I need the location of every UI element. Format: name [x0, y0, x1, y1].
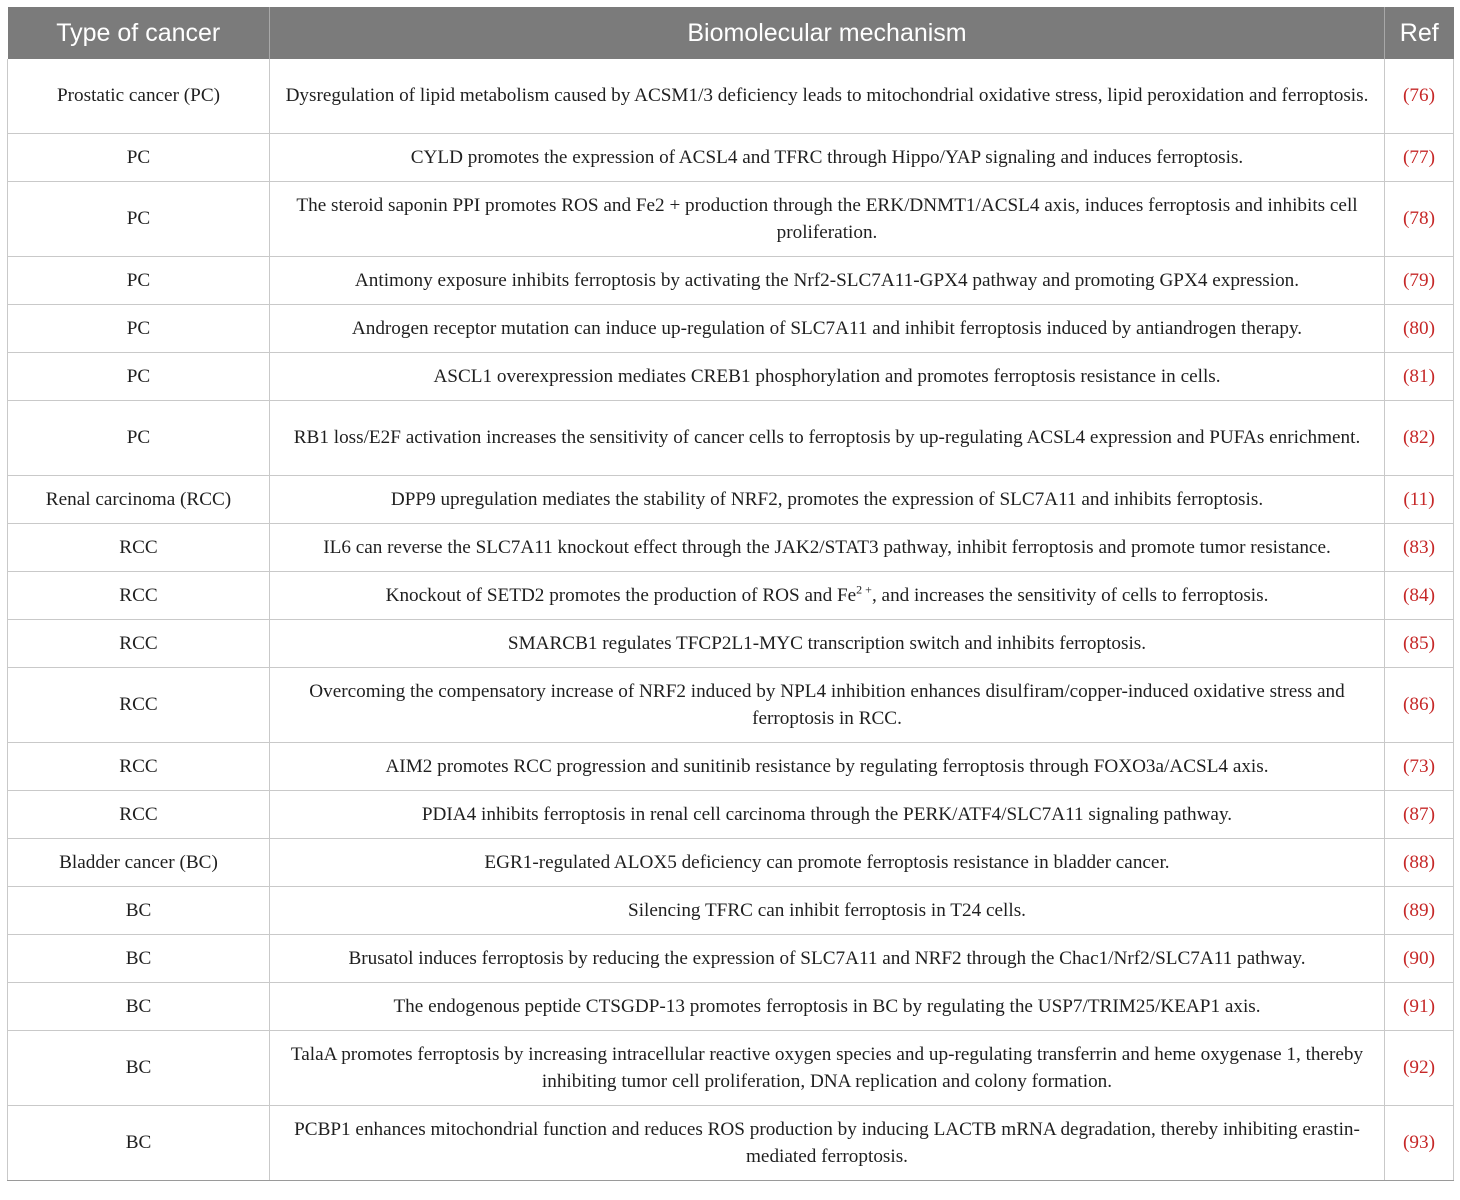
header-row: [8, 7, 1454, 59]
mechanism-cell: Silencing TFRC can inhibit ferroptosis in T24 cells.: [270, 887, 1385, 935]
table-row: [8, 401, 1454, 476]
table-row: [8, 353, 1454, 401]
cancer-type-cell: RCC: [8, 668, 270, 743]
cancer-type-cell: PC: [8, 305, 270, 353]
ref-cell: (81): [1385, 353, 1454, 401]
cancer-type-cell: PC: [8, 134, 270, 182]
ref-link[interactable]: 76: [1409, 85, 1429, 106]
ref-cell: (84): [1385, 572, 1454, 620]
mechanism-text-pre: Knockout of SETD2 promotes the production of ROS and Fe: [385, 584, 857, 606]
ref-cell: (73): [1385, 743, 1454, 791]
table-row: [8, 572, 1454, 620]
ref-link[interactable]: 79: [1409, 269, 1429, 291]
mechanism-cell: Androgen receptor mutation can induce up-regulation of SLC7A11 and inhibit ferroptosis induced by antiandrogen therapy.: [270, 305, 1385, 353]
mechanism-cell: RB1 loss/E2F activation increases the sensitivity of cancer cells to ferroptosis by up-regulating ACSL4 expression and PUFAs enrichment.: [270, 401, 1385, 476]
ref-cell: (92): [1385, 1031, 1454, 1106]
ref-cell: (77): [1385, 134, 1454, 182]
ref-link[interactable]: 92: [1409, 1057, 1429, 1078]
table-header: [8, 7, 1454, 59]
header-biomolecular-mechanism: Biomolecular mechanism: [270, 7, 1385, 59]
table-row: [8, 59, 1454, 134]
cancer-type-cell: PC: [8, 182, 270, 257]
table-body: [8, 59, 1454, 1181]
ref-cell: (83): [1385, 524, 1454, 572]
table-row: [8, 935, 1454, 983]
cancer-type-cell: BC: [8, 1106, 270, 1181]
cancer-type-cell: PC: [8, 353, 270, 401]
table-container: [7, 7, 1453, 1181]
mechanism-cell: Antimony exposure inhibits ferroptosis by activating the Nrf2-SLC7A11-GPX4 pathway and promoting GPX4 expression.: [270, 257, 1385, 305]
cancer-type-cell: RCC: [8, 791, 270, 839]
mechanism-cell: PDIA4 inhibits ferroptosis in renal cell carcinoma through the PERK/ATF4/SLC7A11 signaling pathway.: [270, 791, 1385, 839]
mechanism-cell: The endogenous peptide CTSGDP-13 promotes ferroptosis in BC by regulating the USP7/TRIM25/KEAP1 axis.: [270, 983, 1385, 1031]
ref-cell: (82): [1385, 401, 1454, 476]
mechanism-cell: Dysregulation of lipid metabolism caused by ACSM1/3 deficiency leads to mitochondrial oxidative stress, lipid peroxidation and ferroptosis.: [270, 59, 1385, 134]
ref-link[interactable]: 84: [1409, 584, 1429, 606]
cancer-type-cell: BC: [8, 1031, 270, 1106]
mechanism-cell: DPP9 upregulation mediates the stability of NRF2, promotes the expression of SLC7A11 and inhibits ferroptosis.: [270, 476, 1385, 524]
ref-cell: (87): [1385, 791, 1454, 839]
mechanism-cell: SMARCB1 regulates TFCP2L1-MYC transcription switch and inhibits ferroptosis.: [270, 620, 1385, 668]
table-row: [8, 743, 1454, 791]
ref-link[interactable]: 82: [1409, 427, 1429, 448]
mechanism-cell: PCBP1 enhances mitochondrial function and reduces ROS production by inducing LACTB mRNA degradation, thereby inhibiting erastin-mediated ferroptosis.: [270, 1106, 1385, 1181]
ref-cell: (76): [1385, 59, 1454, 134]
cancer-type-cell: BC: [8, 983, 270, 1031]
cancer-type-cell: Prostatic cancer (PC): [8, 59, 270, 134]
table-row: [8, 620, 1454, 668]
mechanism-cell: TalaA promotes ferroptosis by increasing intracellular reactive oxygen species and up-regulating transferrin and heme oxygenase 1, thereby inhibiting tumor cell proliferation, DNA replication and colony formation.: [270, 1031, 1385, 1106]
ref-link[interactable]: 78: [1409, 208, 1429, 229]
mechanism-cell: EGR1-regulated ALOX5 deficiency can promote ferroptosis resistance in bladder cancer.: [270, 839, 1385, 887]
table-row: [8, 983, 1454, 1031]
header-type-of-cancer: Type of cancer: [8, 7, 270, 59]
ref-cell: (78): [1385, 182, 1454, 257]
ref-link[interactable]: 90: [1409, 947, 1429, 969]
table-row: [8, 887, 1454, 935]
ref-link[interactable]: 81: [1409, 365, 1429, 387]
ref-link[interactable]: 89: [1409, 899, 1429, 921]
ref-cell: (93): [1385, 1106, 1454, 1181]
cancer-type-cell: RCC: [8, 572, 270, 620]
mechanism-cell: Overcoming the compensatory increase of NRF2 induced by NPL4 inhibition enhances disulfiram/copper-induced oxidative stress and ferroptosis in RCC.: [270, 668, 1385, 743]
ref-link[interactable]: 93: [1409, 1132, 1429, 1153]
ref-link[interactable]: 85: [1409, 632, 1429, 654]
cancer-type-cell: BC: [8, 935, 270, 983]
cancer-type-cell: RCC: [8, 620, 270, 668]
table-row: [8, 257, 1454, 305]
mechanism-superscript: 2 +: [856, 582, 872, 597]
table-row: [8, 1031, 1454, 1106]
cancer-type-cell: RCC: [8, 524, 270, 572]
header-ref: Ref: [1385, 7, 1454, 59]
mechanism-cell: Brusatol induces ferroptosis by reducing the expression of SLC7A11 and NRF2 through the Chac1/Nrf2/SLC7A11 pathway.: [270, 935, 1385, 983]
ref-cell: (89): [1385, 887, 1454, 935]
ref-link[interactable]: 88: [1409, 851, 1429, 873]
mechanism-text-post: , and increases the sensitivity of cells to ferroptosis.: [871, 584, 1269, 606]
table-row: [8, 134, 1454, 182]
cancer-type-cell: RCC: [8, 743, 270, 791]
table-row: [8, 182, 1454, 257]
mechanism-cell: CYLD promotes the expression of ACSL4 and TFRC through Hippo/YAP signaling and induces ferroptosis.: [270, 134, 1385, 182]
ref-cell: (88): [1385, 839, 1454, 887]
table-row: [8, 524, 1454, 572]
table-row: [8, 305, 1454, 353]
cancer-type-cell: Renal carcinoma (RCC): [8, 476, 270, 524]
ref-link[interactable]: 91: [1409, 995, 1429, 1017]
ref-link[interactable]: 73: [1409, 755, 1429, 777]
table-row: [8, 668, 1454, 743]
cancer-type-cell: PC: [8, 257, 270, 305]
table-row: [8, 1106, 1454, 1181]
ref-link[interactable]: 77: [1409, 146, 1429, 168]
cancer-type-cell: Bladder cancer (BC): [8, 839, 270, 887]
ref-link[interactable]: 80: [1409, 317, 1429, 339]
mechanism-cell: [270, 572, 1385, 620]
ref-cell: (91): [1385, 983, 1454, 1031]
ref-cell: (85): [1385, 620, 1454, 668]
ref-cell: (90): [1385, 935, 1454, 983]
table-row: [8, 476, 1454, 524]
ref-link[interactable]: 11: [1409, 488, 1429, 510]
ref-cell: (79): [1385, 257, 1454, 305]
mechanism-cell: IL6 can reverse the SLC7A11 knockout effect through the JAK2/STAT3 pathway, inhibit ferroptosis and promote tumor resistance.: [270, 524, 1385, 572]
table-row: [8, 839, 1454, 887]
mechanism-cell: AIM2 promotes RCC progression and sunitinib resistance by regulating ferroptosis through FOXO3a/ACSL4 axis.: [270, 743, 1385, 791]
ref-cell: (80): [1385, 305, 1454, 353]
ferroptosis-mechanisms-table: [7, 7, 1454, 1181]
mechanism-cell: The steroid saponin PPI promotes ROS and Fe2 + production through the ERK/DNMT1/ACSL4 axis, induces ferroptosis and inhibits cell proliferation.: [270, 182, 1385, 257]
mechanism-cell: ASCL1 overexpression mediates CREB1 phosphorylation and promotes ferroptosis resistance in cells.: [270, 353, 1385, 401]
table-row: [8, 791, 1454, 839]
cancer-type-cell: PC: [8, 401, 270, 476]
ref-link[interactable]: 87: [1409, 803, 1429, 825]
ref-link[interactable]: 86: [1409, 694, 1429, 715]
ref-cell: (86): [1385, 668, 1454, 743]
cancer-type-cell: BC: [8, 887, 270, 935]
ref-link[interactable]: 83: [1409, 536, 1429, 558]
ref-cell: (11): [1385, 476, 1454, 524]
